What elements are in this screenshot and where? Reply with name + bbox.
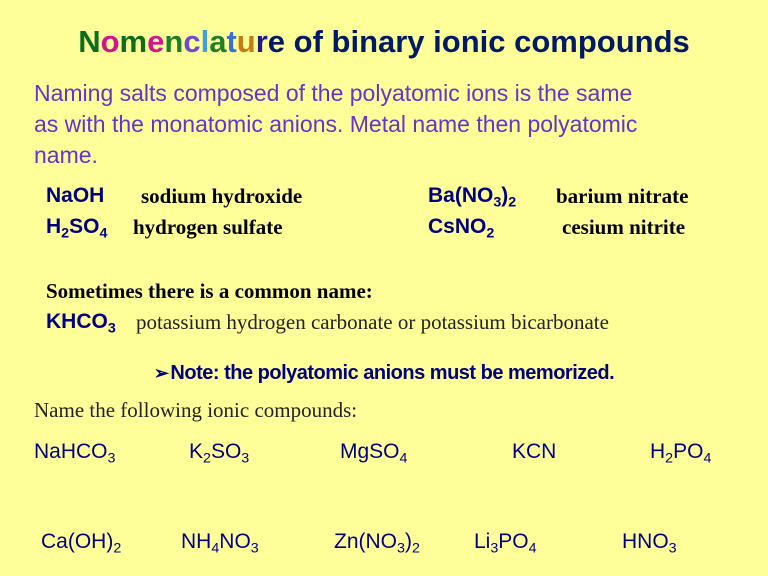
- formula-subscript: 3: [490, 540, 499, 557]
- formula-subscript: 4: [99, 225, 108, 242]
- example-formula-csno2: CsNO$_2$: [428, 215, 495, 242]
- exercise-compound-k2so3: $K_2SO_3$: [189, 440, 250, 467]
- exercise-compound-nahco3: NaHCO$_3$: [34, 440, 116, 467]
- exercise-prompt: Name the following ionic compounds:: [34, 398, 358, 422]
- slide-title: Nomenclature of binary ionic compounds: [78, 24, 690, 59]
- exercise-compound-caoh2: $Ca(OH)_2$: [41, 530, 122, 557]
- intro-line-1: Naming salts composed of the polyatomic ions is the same: [34, 80, 633, 106]
- memorize-note: [0, 362, 768, 385]
- formula-subscript: 2: [113, 540, 122, 557]
- exercise-compound-h2po4: $H_2PO_4$: [650, 440, 712, 467]
- formula-subscript: 2: [203, 450, 211, 467]
- formula-subscript: 3: [241, 450, 250, 467]
- formula-subscript: 3: [107, 320, 116, 337]
- exercise-compound-zno32: $Zn(NO_3)_2$: [334, 530, 420, 557]
- example-name-bano32: barium nitrate: [556, 184, 689, 208]
- exercise-compound-li3po4: $Li_3PO_4$: [474, 530, 537, 557]
- formula-subscript: 4: [703, 450, 712, 467]
- formula-subscript: 3: [250, 540, 259, 557]
- exercise-compound-hno3: $HNO_3$: [622, 530, 677, 557]
- note-text: Note: the polyatomic anions must be memorized.: [170, 362, 615, 384]
- common-name-heading: Sometimes there is a common name:: [46, 279, 373, 303]
- example-formula-h2so4: $H_2SO_4$: [46, 215, 108, 242]
- formula-subscript: 3: [493, 194, 502, 211]
- formula-subscript: 2: [665, 450, 674, 467]
- intro-line-2: as with the monatomic anions. Metal name then polyatomic: [34, 111, 638, 137]
- formula-subscript: 2: [508, 194, 517, 211]
- example-formula-naoh: NaOH: [46, 184, 105, 207]
- exercise-compound-kcn: KCN: [512, 440, 557, 463]
- common-name-text: potassium hydrogen carbonate or potassium bicarbonate: [136, 310, 609, 334]
- example-formula-bano32: $Ba(NO_3)_2$: [428, 184, 517, 211]
- formula-subscript: 2: [486, 225, 495, 242]
- arrow-bullet-icon: ➢: [153, 363, 169, 383]
- formula-subscript: 4: [399, 450, 408, 467]
- exercise-compound-mgso4: MgSO$_4$: [340, 440, 408, 467]
- formula-subscript: 3: [668, 540, 677, 557]
- example-name-h2so4: hydrogen sulfate: [133, 215, 283, 239]
- exercise-compound-nh4no3: $NH_4NO_3$: [181, 530, 259, 557]
- example-name-csno2: cesium nitrite: [562, 215, 686, 239]
- formula-subscript: 4: [211, 540, 220, 557]
- example-name-naoh: sodium hydroxide: [141, 184, 303, 208]
- formula-subscript: 3: [397, 540, 405, 557]
- formula-subscript: 4: [528, 540, 537, 557]
- common-formula-khco3: $KHCO_3$: [46, 310, 116, 337]
- intro-line-3: name.: [34, 142, 98, 168]
- formula-subscript: 2: [61, 225, 70, 242]
- formula-subscript: 3: [107, 450, 116, 467]
- formula-subscript: 2: [411, 540, 420, 557]
